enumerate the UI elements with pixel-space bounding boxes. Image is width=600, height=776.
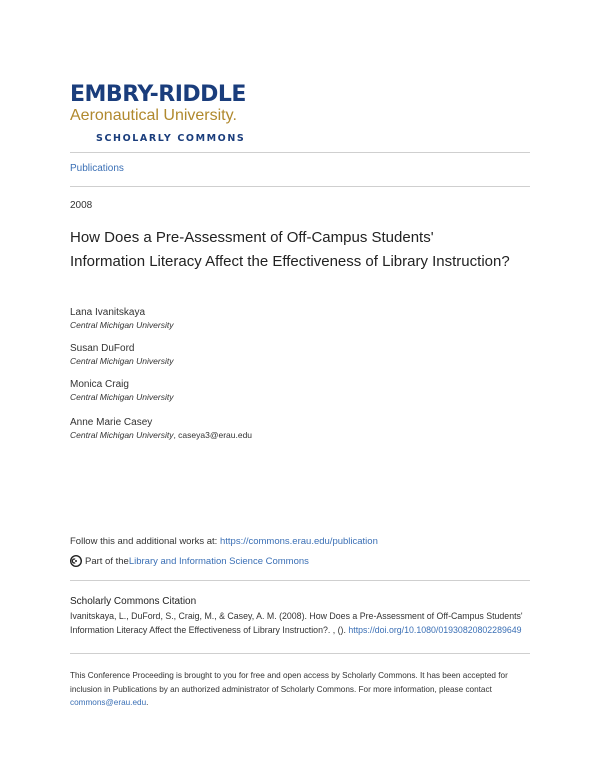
author-affiliation: Central Michigan University [70,356,174,366]
author-affiliation: Central Michigan University [70,392,174,402]
paper-title: How Does a Pre-Assessment of Off-Campus Students' Information Literacy Affect the Effectiveness of Library Instruction? [70,229,510,270]
commons-discipline-link[interactable]: Library and Information Science Commons [128,555,309,567]
follow-url-link[interactable]: https://commons.erau.edu/publication [219,536,378,547]
author-email: , caseya3@erau.edu [173,430,253,440]
citation-body: Ivanitskaya, L., DuFord, S., Craig, M., & Casey, A. M. (2008). How Does a Pre-Assessment of Off-Campus Students' Information Literacy Affect the Effectiveness of Library Instruction?. , (). [70,611,523,635]
author-affiliation: Central Michigan University [70,320,174,330]
author-name: Lana Ivanitskaya [70,307,146,318]
footer-end: . [146,698,149,707]
doi-link[interactable]: https://doi.org/10.1080/01930820802289649 [348,625,522,635]
author-block [70,378,173,404]
citation-text [70,609,530,637]
author-name: Anne Marie Casey [70,417,153,428]
follow-prefix: Follow this and additional works at: [70,536,220,547]
author-name: Monica Craig [70,379,129,390]
citation-heading: Scholarly Commons Citation [70,596,197,607]
erau-logo [70,84,290,144]
author-block [70,306,173,332]
part-of-line [70,555,309,567]
creative-commons-icon [70,555,82,567]
part-of-prefix: Part of the [85,555,129,567]
publication-year: 2008 [70,200,93,211]
footer-notice [70,669,530,710]
author-name: Susan DuFord [70,343,135,354]
follow-line [70,536,378,547]
footer-text: This Conference Proceeding is brought to you for free and open access by Scholarly Commons. It has been accepted for inclusion in Publications by an authorized administrator of Scholarly Commons. For more information, please contact [70,671,508,694]
citation-divider [70,580,530,581]
logo-aeronautical-university: Aeronautical University. [70,107,237,124]
footer-divider [70,653,530,654]
logo-embry-riddle: EMBRY-RIDDLE [70,82,246,107]
top-divider [70,152,530,153]
author-affiliation: Central Michigan University [70,430,174,440]
author-block [70,342,173,368]
logo-scholarly-commons: SCHOLARLY COMMONS [96,133,246,144]
collection-link[interactable]: Publications [70,163,124,174]
author-block [70,416,252,442]
contact-email-link[interactable]: commons@erau.edu [70,698,147,707]
collection-divider [70,186,530,187]
